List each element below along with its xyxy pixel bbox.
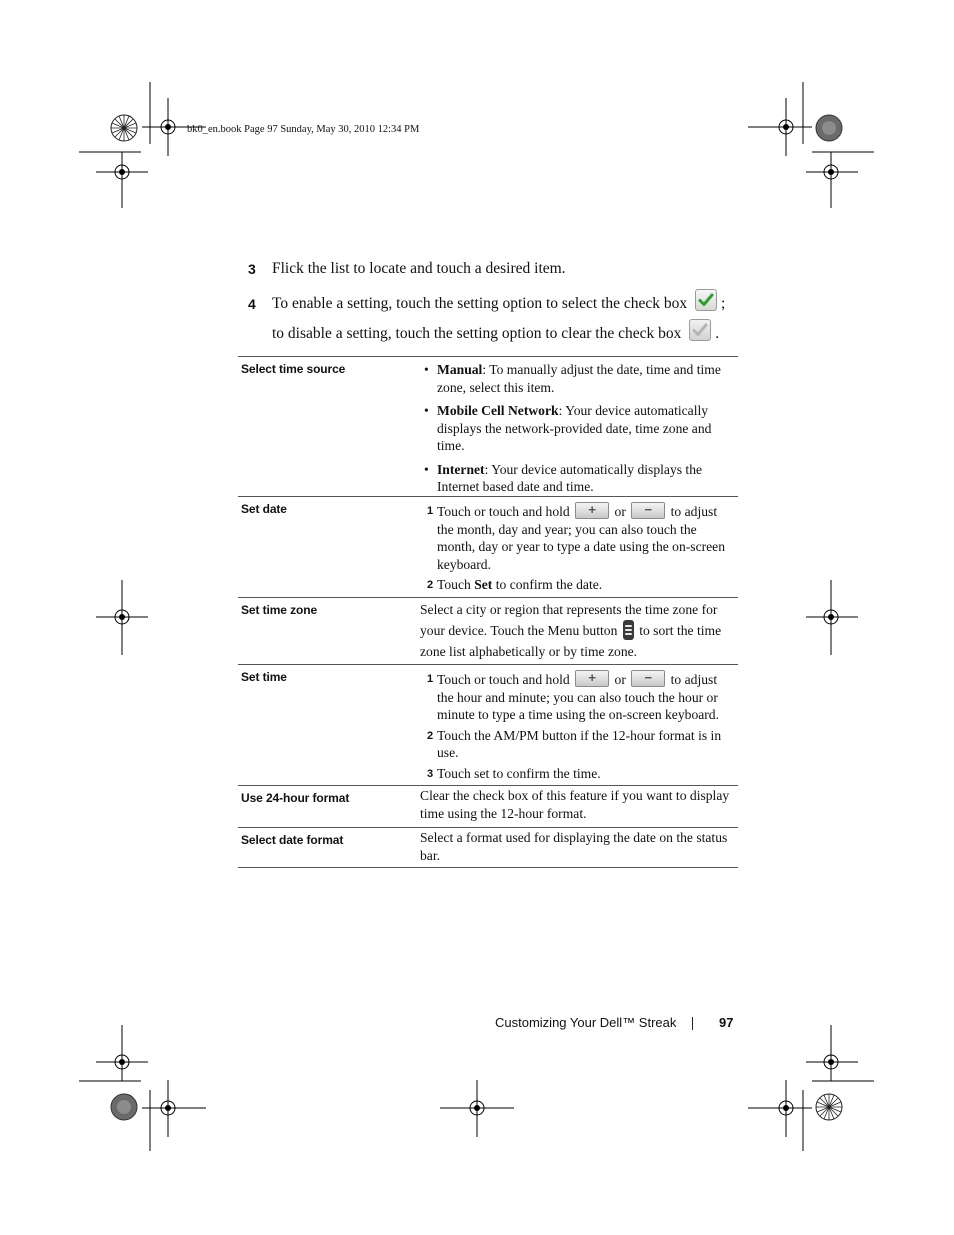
row-description [420, 502, 736, 597]
checked-checkbox-icon [695, 289, 717, 311]
settings-table [238, 356, 738, 868]
row-label: Select date format [241, 833, 344, 847]
footer-divider [692, 1017, 693, 1030]
bullet: • [424, 403, 429, 418]
bullet: • [424, 461, 429, 477]
list-item: 3 Touch set to confirm the time. [427, 765, 601, 781]
table-row [238, 496, 738, 597]
table-row [238, 597, 738, 664]
table-row [238, 356, 738, 496]
menu-button-icon [623, 620, 634, 640]
row-label: Set time [241, 670, 287, 684]
step-number: 3 [248, 261, 256, 277]
list-item: 1 Touch or touch and hold + or − to adjust the hour and minute; you can also touch the hour or minute to type a time using the on-screen keyboard. [427, 670, 719, 722]
print-slug: bk0_en.book Page 97 Sunday, May 30, 2010 12:34 PM [187, 124, 420, 135]
row-label: Set date [241, 502, 287, 516]
table-row [238, 785, 738, 827]
step-text-line-2: to disable a setting, touch the setting option to clear the check box . [272, 319, 719, 349]
row-label: Set time zone [241, 603, 318, 617]
minus-button-icon: − [631, 502, 665, 519]
row-label: Select time source [241, 362, 346, 376]
plus-button-icon: + [575, 670, 609, 687]
table-row [238, 664, 738, 785]
step-number: 4 [248, 296, 256, 312]
minus-button-icon: − [631, 670, 665, 687]
page-number: 97 [719, 1015, 734, 1030]
step-text: Flick the list to locate and touch a desired item. [272, 260, 566, 277]
row-label: Use 24-hour format [241, 791, 350, 805]
plus-button-icon: + [575, 502, 609, 519]
list-item: • Internet: Your device automatically displays the Internet based date and time. [424, 461, 703, 494]
unchecked-checkbox-icon [689, 319, 711, 341]
list-item: • Manual: To manually adjust the date, time and time zone, select this item. [424, 362, 721, 395]
bullet: • [424, 362, 429, 377]
row-description [420, 361, 736, 502]
footer-section-title: Customizing Your Dell™ Streak [495, 1015, 677, 1030]
step-text-line-1: To enable a setting, touch the setting option to select the check box ; [272, 289, 725, 319]
list-item: 1 Touch or touch and hold + or − to adjust the month, day and year; you can also touch the month, day or year to type a date using the on-screen keyboard. [427, 502, 726, 572]
list-item: 2 Touch Set to confirm the date. [427, 577, 603, 592]
row-description: Clear the check box of this feature if you want to display time using the 12-hour format. [420, 788, 730, 821]
table-row [238, 827, 738, 868]
list-item: • Mobile Cell Network: Your device automatically displays the network-provided date, time zone and time. [424, 403, 712, 453]
list-item: 2 Touch the AM/PM button if the 12-hour format is in use. [427, 727, 722, 760]
row-description [420, 670, 736, 785]
row-description: Select a format used for displaying the date on the status bar. [420, 830, 728, 863]
row-description: Select a city or region that represents the time zone for your device. Touch the Menu button to sort the time zone list alphabetically or by time zone. [420, 602, 722, 659]
